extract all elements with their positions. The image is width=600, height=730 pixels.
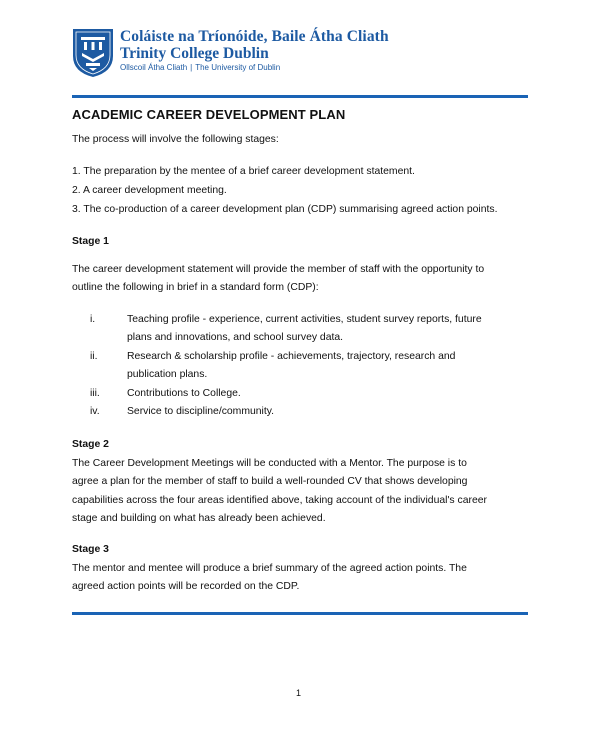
stage3-paragraph-line: agreed action points will be recorded on the CDP. [72, 581, 300, 592]
stage1-heading: Stage 1 [72, 236, 109, 247]
intro-text: The process will involve the following stages: [72, 134, 279, 145]
stage1-item-line: publication plans. [127, 369, 208, 380]
stage-list-item: 3. The co-production of a career development plan (CDP) summarising agreed action points. [72, 204, 498, 215]
page-number: 1 [296, 688, 302, 698]
header-divider [72, 95, 528, 98]
stage1-paragraph-line: outline the following in brief in a standard form (CDP): [72, 282, 319, 293]
subtitle-english: The University of Dublin [195, 63, 281, 72]
stage2-paragraph-line: capabilities across the four areas identified above, taking account of the individual's career [72, 495, 487, 506]
stage3-paragraph-line: The mentor and mentee will produce a brief summary of the agreed action points. The [72, 563, 467, 574]
stage2-heading: Stage 2 [72, 439, 109, 450]
roman-numeral: iii. [90, 388, 100, 399]
stage1-item-line: Contributions to College. [127, 388, 241, 399]
subtitle-irish: Ollscoil Átha Cliath [120, 63, 188, 72]
stage-list-item: 1. The preparation by the mentee of a brief career development statement. [72, 166, 415, 177]
document-title: ACADEMIC CAREER DEVELOPMENT PLAN [72, 107, 346, 122]
roman-numeral: ii. [90, 351, 98, 362]
stage1-item-line: Research & scholarship profile - achievements, trajectory, research and [127, 351, 456, 362]
roman-numeral: i. [90, 314, 96, 325]
institution-name-irish: Coláiste na Tríonóide, Baile Átha Cliath [120, 28, 389, 45]
stage2-paragraph-line: agree a plan for the member of staff to build a well-rounded CV that shows developing [72, 476, 468, 487]
stage1-item-line: Teaching profile - experience, current activities, student survey reports, future [127, 314, 482, 325]
institution-subtitle [120, 63, 280, 72]
footer-divider [72, 612, 528, 615]
stage3-heading: Stage 3 [72, 544, 109, 555]
stage1-paragraph-line: The career development statement will provide the member of staff with the opportunity to [72, 264, 485, 275]
subtitle-separator: | [190, 63, 193, 72]
institution-name-english: Trinity College Dublin [120, 45, 269, 62]
trinity-crest-icon [72, 28, 114, 78]
stage-list-item: 2. A career development meeting. [72, 185, 227, 196]
stage1-item-line: Service to discipline/community. [127, 406, 275, 417]
stage1-item-line: plans and innovations, and school survey data. [127, 332, 344, 343]
roman-numeral: iv. [90, 406, 100, 417]
stage2-paragraph-line: stage and building on what has already been achieved. [72, 513, 326, 524]
stage2-paragraph-line: The Career Development Meetings will be conducted with a Mentor. The purpose is to [72, 458, 467, 469]
